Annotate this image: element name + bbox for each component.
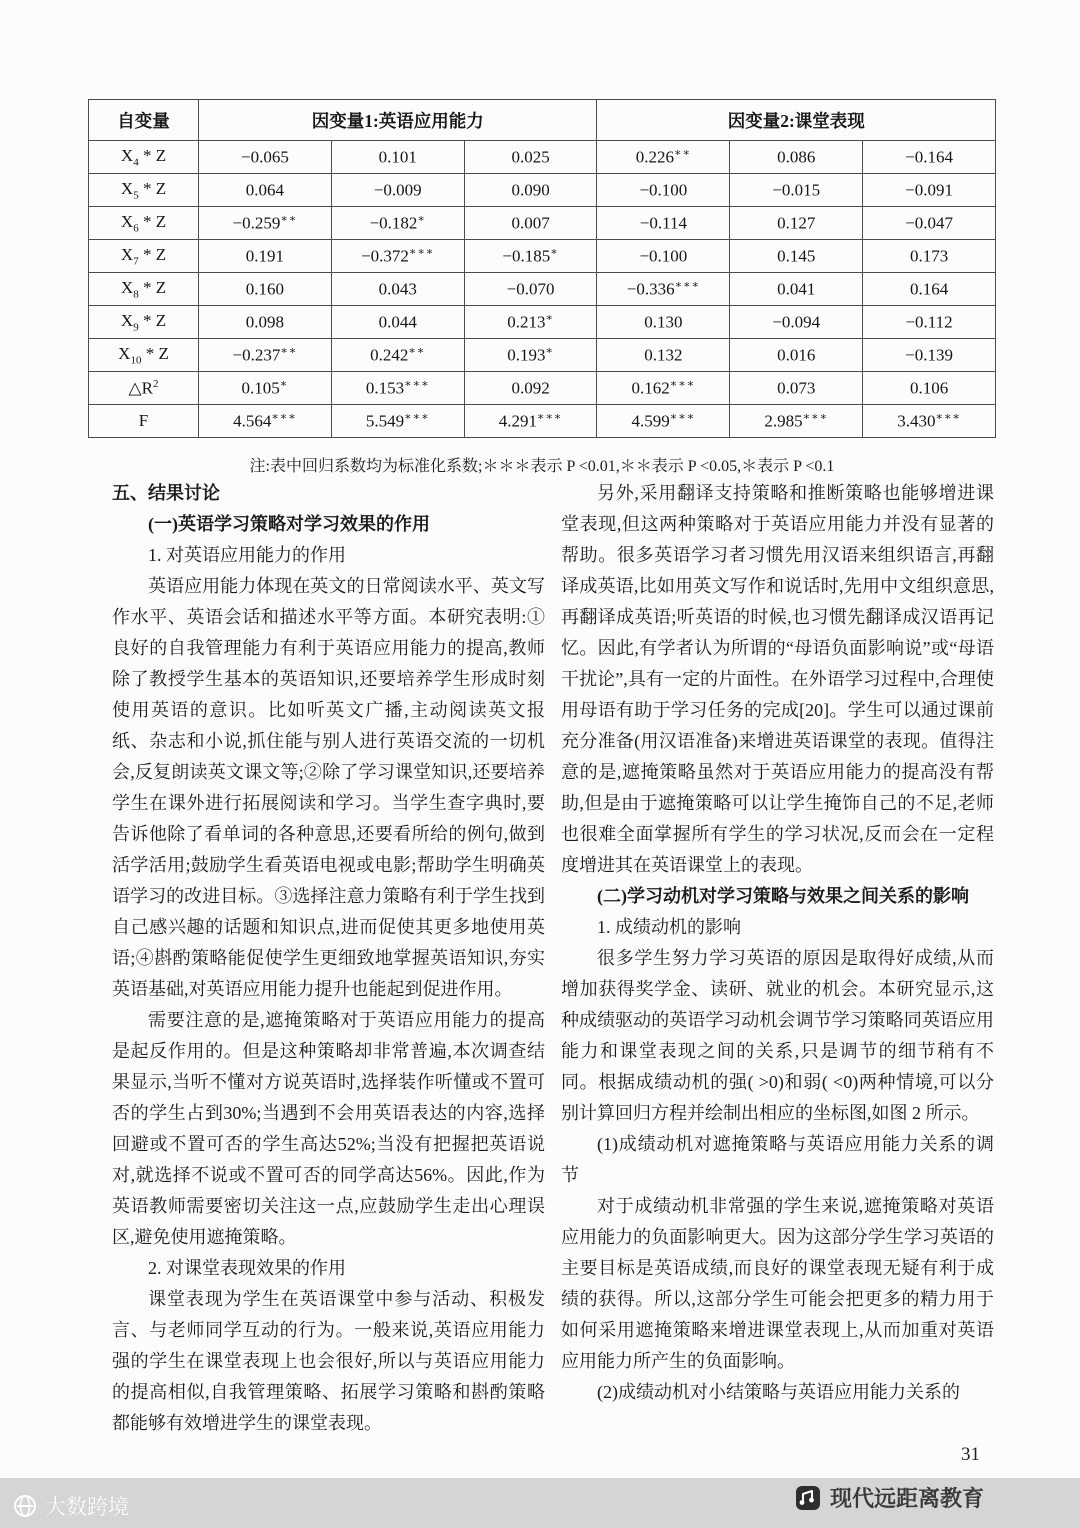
table-row <box>89 306 996 339</box>
table-cell: 0.106 <box>863 372 996 405</box>
table-cell: 0.073 <box>730 372 863 405</box>
table-row <box>89 207 996 240</box>
table-cell: 0.213∗ <box>464 306 597 339</box>
table-cell: −0.047 <box>863 207 996 240</box>
table-cell: −0.091 <box>863 174 996 207</box>
right-watermark-label: 现代远距离教育 <box>829 1486 984 1511</box>
table-cell: 0.086 <box>730 141 863 174</box>
table-row <box>89 174 996 207</box>
table-cell: −0.065 <box>199 141 332 174</box>
subsection-heading: (二)学习动机对学习策略与效果之间关系的影响 <box>597 886 969 906</box>
table-cell: 0.101 <box>331 141 464 174</box>
table-cell: 0.064 <box>199 174 332 207</box>
subsubsection-heading: 1. 对英语应用能力的作用 <box>148 545 346 565</box>
table-row-label: $X_6$ * Z <box>89 207 199 240</box>
table-cell: −0.372∗∗∗ <box>331 240 464 273</box>
table-cell: 0.041 <box>730 273 863 306</box>
table-cell: −0.112 <box>863 306 996 339</box>
table-cell: 0.043 <box>331 273 464 306</box>
table-cell: 0.130 <box>597 306 730 339</box>
right-column <box>561 478 994 1439</box>
table-row-label: $X_8$ * Z <box>89 273 199 306</box>
table-cell: 0.007 <box>464 207 597 240</box>
table-cell: −0.100 <box>597 240 730 273</box>
table-cell: 4.291∗∗∗ <box>464 405 597 438</box>
table-row <box>89 273 996 306</box>
table-header-dep1: 因变量1:英语应用能力 <box>199 100 597 141</box>
table-cell: 0.098 <box>199 306 332 339</box>
table-cell: −0.182∗ <box>331 207 464 240</box>
table-cell: 0.044 <box>331 306 464 339</box>
table-cell: −0.015 <box>730 174 863 207</box>
table-cell: 0.226∗∗ <box>597 141 730 174</box>
table-cell: 0.173 <box>863 240 996 273</box>
paragraph: 另外,采用翻译支持策略和推断策略也能够增进课堂表现,但这两种策略对于英语应用能力并没有显著的帮助。很多英语学习者习惯先用汉语来组织语言,再翻译成英语,比如用英文写作和说话时,先用中文组织意思,再翻译成英语;听英语的时候,也习惯先翻译成汉语再记忆。因此,有学者认为所谓的“母语负面影响说”或“母语干扰论”,具有一定的片面性。在外语学习过程中,合理使用母语有助于学习任务的完成[20]。学生可以通过课前充分准备(用汉语准备)来增进英语课堂的表现。值得注意的是,遮掩策略虽然对于英语应用能力的提高没有帮助,但是由于遮掩策略可以让学生掩饰自己的不足,老师也很难全面掌握所有学生的学习状况,反而会在一定程度增进其在英语课堂上的表现。 <box>561 483 994 875</box>
table-cell: 0.127 <box>730 207 863 240</box>
table-cell: −0.070 <box>464 273 597 306</box>
table-row-label: F <box>89 405 199 438</box>
subsubsection-heading: 2. 对课堂表现效果的作用 <box>148 1258 346 1278</box>
table-row <box>89 240 996 273</box>
table-cell: −0.100 <box>597 174 730 207</box>
table-cell: −0.139 <box>863 339 996 372</box>
left-column <box>112 478 545 1439</box>
paragraph: 需要注意的是,遮掩策略对于英语应用能力的提高是起反作用的。但是这种策略却非常普遍,本次调查结果显示,当听不懂对方说英语时,选择装作听懂或不置可否的学生占到30%;当遇到不会用英语表达的内容,选择回避或不置可否的学生高达52%;当没有把握把英语说对,就选择不说或不置可否的同学高达56%。因此,作为英语教师需要密切关注这一点,应鼓励学生走出心理误区,避免使用遮掩策略。 <box>112 1010 545 1247</box>
paragraph: 英语应用能力体现在英文的日常阅读水平、英文写作水平、英语会话和描述水平等方面。本研究表明:①良好的自我管理能力有利于英语应用能力的提高,教师除了教授学生基本的英语知识,还要培养学生形成时刻使用英语的意识。比如听英文广播,主动阅读英文报纸、杂志和小说,抓住能与别人进行英语交流的一切机会,反复朗读英文课文等;②除了学习课堂知识,还要培养学生在课外进行拓展阅读和学习。当学生查字典时,要告诉他除了看单词的各种意思,还要看所给的例句,做到活学活用;鼓励学生看英语电视或电影;帮助学生明确英语学习的改进目标。③选择注意力策略有利于学生找到自己感兴趣的话题和知识点,进而促使其更多地使用英语;④斟酌策略能促使学生更细致地掌握英语知识,夯实英语基础,对英语应用能力提升也能起到促进作用。 <box>112 576 545 999</box>
regression-table <box>88 99 996 438</box>
table-cell: −0.114 <box>597 207 730 240</box>
table-row <box>89 339 996 372</box>
table-row-label: $\triangle R^2$ <box>89 372 199 405</box>
table-cell: −0.009 <box>331 174 464 207</box>
table-header-dep2: 因变量2:课堂表现 <box>597 100 996 141</box>
table-note: 注:表中回归系数均为标准化系数;＊＊＊表示 P <0.01,＊＊表示 P <0.05,＊表示 P <0.1 <box>249 458 835 475</box>
table-section <box>88 99 996 476</box>
table-cell: 4.564∗∗∗ <box>199 405 332 438</box>
left-watermark <box>12 1491 129 1521</box>
paragraph: 对于成绩动机非常强的学生来说,遮掩策略对英语应用能力的负面影响更大。因为这部分学生学习英语的主要目标是英语成绩,而良好的课堂表现无疑有利于成绩的获得。所以,这部分学生可能会把更多的精力用于如何采用遮掩策略来增进课堂表现上,从而加重对英语应用能力所产生的负面影响。 <box>561 1196 994 1371</box>
table-row-label: $X_{10}$ * Z <box>89 339 199 372</box>
right-watermark <box>795 1482 984 1513</box>
table-row-label: $X_5$ * Z <box>89 174 199 207</box>
paragraph: 很多学生努力学习英语的原因是取得好成绩,从而增加获得奖学金、读研、就业的机会。本研究显示,这种成绩驱动的英语学习动机会调节学习策略同英语应用能力和课堂表现之间的关系,只是调节的细节稍有不同。根据成绩动机的强( >0)和弱( <0)两种情境,可以分别计算回归方程并绘制出相应的坐标图,如图 2 所示。 <box>561 948 994 1123</box>
table-cell: 0.132 <box>597 339 730 372</box>
table-cell: 0.191 <box>199 240 332 273</box>
table-cell: 5.549∗∗∗ <box>331 405 464 438</box>
table-cell: 3.430∗∗∗ <box>863 405 996 438</box>
table-cell: 0.016 <box>730 339 863 372</box>
page-number: 31 <box>961 1444 980 1465</box>
subsubsection-heading: (1)成绩动机对遮掩策略与英语应用能力关系的调节 <box>561 1134 994 1185</box>
table-cell: 0.160 <box>199 273 332 306</box>
table-row-label: $X_4$ * Z <box>89 141 199 174</box>
left-watermark-label: 大数跨境 <box>45 1496 129 1519</box>
table-cell: −0.164 <box>863 141 996 174</box>
table-row <box>89 405 996 438</box>
wechat-account-icon <box>795 1485 821 1511</box>
table-header-row <box>89 100 996 141</box>
table-header-iv: 自变量 <box>89 100 199 141</box>
table-cell: 0.092 <box>464 372 597 405</box>
subsubsection-heading: 1. 成绩动机的影响 <box>597 917 741 937</box>
section-heading: 五、结果讨论 <box>112 483 220 503</box>
datascale-logo-icon <box>12 1493 38 1519</box>
subsubsection-heading: (2)成绩动机对小结策略与英语应用能力关系的 <box>597 1382 960 1402</box>
table-row-label: $X_7$ * Z <box>89 240 199 273</box>
table-cell: −0.094 <box>730 306 863 339</box>
table-cell: 0.025 <box>464 141 597 174</box>
table-cell: 0.193∗ <box>464 339 597 372</box>
table-row <box>89 141 996 174</box>
footer-strip <box>0 1478 1080 1528</box>
body-columns <box>112 478 994 1439</box>
table-cell: −0.237∗∗ <box>199 339 332 372</box>
table-cell: 0.105∗ <box>199 372 332 405</box>
table-row <box>89 372 996 405</box>
table-cell: 4.599∗∗∗ <box>597 405 730 438</box>
table-cell: 0.153∗∗∗ <box>331 372 464 405</box>
table-cell: 0.164 <box>863 273 996 306</box>
table-cell: 0.162∗∗∗ <box>597 372 730 405</box>
table-cell: 0.090 <box>464 174 597 207</box>
table-cell: 0.242∗∗ <box>331 339 464 372</box>
paragraph: 课堂表现为学生在英语课堂中参与活动、积极发言、与老师同学互动的行为。一般来说,英语应用能力强的学生在课堂表现上也会很好,所以与英语应用能力的提高相似,自我管理策略、拓展学习策略和斟酌策略都能够有效增进学生的课堂表现。 <box>112 1289 545 1433</box>
table-cell: −0.259∗∗ <box>199 207 332 240</box>
table-row-label: $X_9$ * Z <box>89 306 199 339</box>
table-cell: 0.145 <box>730 240 863 273</box>
table-cell: 2.985∗∗∗ <box>730 405 863 438</box>
subsection-heading: (一)英语学习策略对学习效果的作用 <box>148 514 430 534</box>
table-cell: −0.185∗ <box>464 240 597 273</box>
table-cell: −0.336∗∗∗ <box>597 273 730 306</box>
